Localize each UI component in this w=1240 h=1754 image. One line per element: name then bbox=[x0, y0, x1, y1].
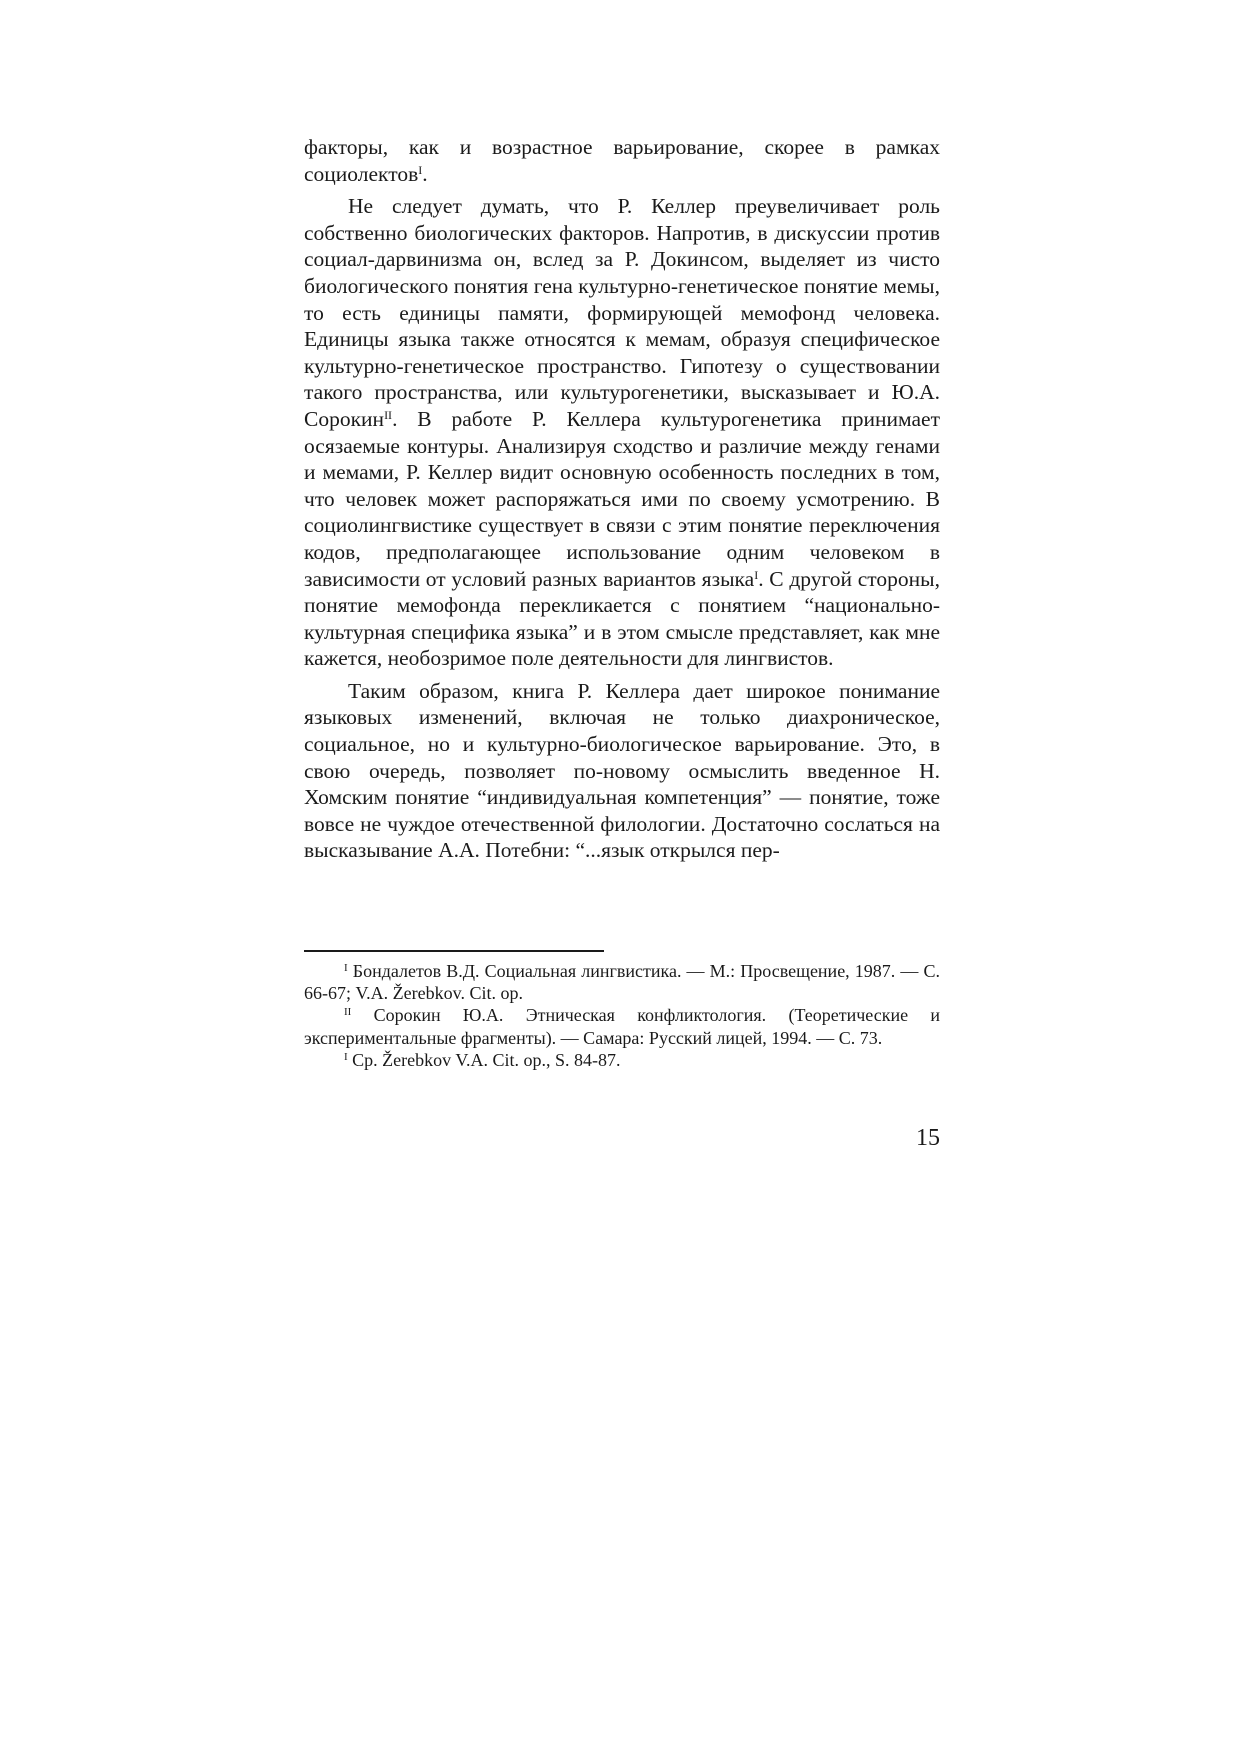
paragraph-text: . bbox=[422, 161, 428, 186]
footnote-text: Бондалетов В.Д. Социальная лингвистика. — М.: Просвещение, 1987. — С. 66-67; V.A. Žerebkov. Cit. op. bbox=[304, 961, 940, 1004]
paragraph-text: Не следует думать, что Р. Келлер преувеличивает роль собственно биологических факторов. Напротив, в дискуссии против социал-дарвинизма он, вслед за Р. Докинсом, выделяет из чисто биологического понятия гена культурно-генетическое понятие мемы, то есть единицы памяти, формирующей мемофонд человека. Единицы языка также относятся к мемам, образуя специфическое культурно-генетическое пространство. Гипотезу о существовании такого пространства, или культурогенетики, высказывает и Ю.А. Сорокин bbox=[304, 194, 940, 431]
paragraph-1 bbox=[304, 134, 940, 187]
footnote-ref: I bbox=[418, 162, 423, 177]
footnote-text: Ср. Žerebkov V.A. Cit. op., S. 84-87. bbox=[347, 1049, 621, 1070]
page-number: 15 bbox=[916, 1125, 940, 1151]
footnote-marker: II bbox=[344, 1006, 352, 1019]
footnote-2 bbox=[304, 1004, 940, 1048]
paragraph-text: Таким образом, книга Р. Келлера дает широкое понимание языковых изменений, включая не только диахроническое, социальное, но и культурно-биологическое варьирование. Это, в свою очередь, позволяет по-новому осмыслить введенное Н. Хомским понятие “индивидуальная компетенция” — понятие, тоже вовсе не чуждое отечественной филологии. Достаточно сослаться на высказывание А.А. Потебни: “...язык открылся пер- bbox=[304, 678, 940, 863]
footnote-text: Сорокин Ю.А. Этническая конфликтология. (Теоретические и экспериментальные фрагменты). — Самара: Русский лицей, 1994. — С. 73. bbox=[304, 1005, 940, 1048]
footnote-ref: I bbox=[754, 567, 759, 582]
paragraph-text: факторы, как и возрастное варьирование, скорее в рамках социолектов bbox=[304, 135, 940, 186]
footnote-marker: I bbox=[344, 962, 348, 974]
paragraph-2 bbox=[304, 193, 940, 672]
footnote-1 bbox=[304, 960, 940, 1004]
paragraph-text: . С другой стороны, понятие мемофонда перекликается с понятием “национально-культурная специфика языка” и в этом смысле представляет, как мне кажется, необозримое поле деятельности для лингвистов. bbox=[304, 566, 940, 671]
paragraph-3 bbox=[304, 678, 940, 864]
footnote-ref: II bbox=[384, 407, 393, 422]
paragraph-text: . В работе Р. Келлера культурогенетика принимает осязаемые контуры. Анализируя сходство и различие между генами и мемами, Р. Келлер видит основную особенность последних в том, что человек может распоряжаться ими по своему усмотрению. В социолингвистике существует в связи с этим понятие переключения кодов, предполагающее использование одним человеком в зависимости от условий разных вариантов языка bbox=[304, 406, 940, 591]
main-text bbox=[304, 134, 940, 864]
footnote-marker: I bbox=[344, 1050, 348, 1063]
footnote-3 bbox=[304, 1049, 940, 1071]
footnote-separator bbox=[304, 950, 604, 952]
footnotes bbox=[304, 960, 940, 1071]
